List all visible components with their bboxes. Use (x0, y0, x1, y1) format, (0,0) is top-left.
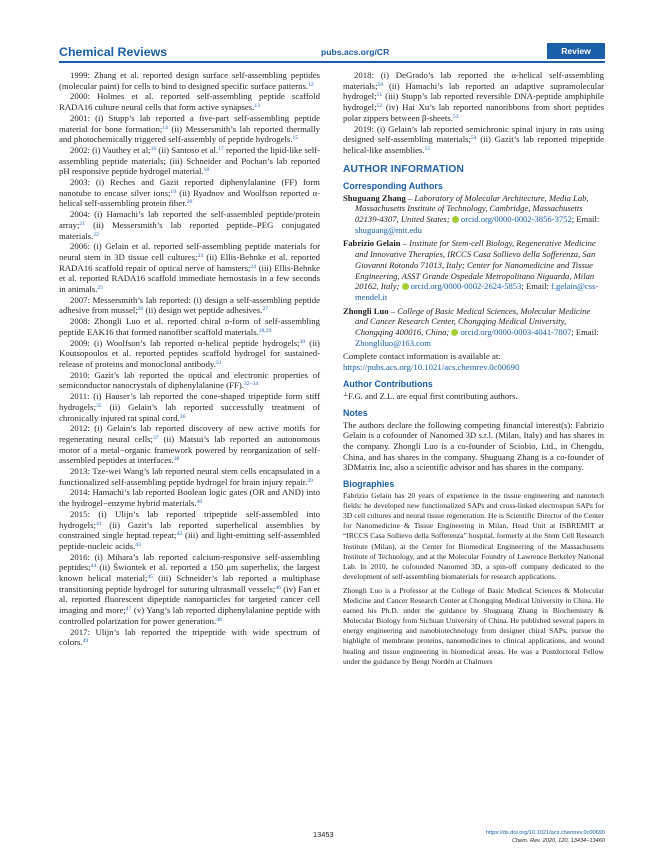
timeline-text: Hamachi’s lab reported Boolean logic gates (OR and AND) into the hydrogel−enzyme hybrid materials. (59, 487, 320, 509)
corresponding-author (343, 305, 604, 349)
timeline-year: 2000: (70, 91, 90, 102)
reference-link[interactable]: 53 (452, 113, 459, 120)
timeline-year: 2019: (354, 123, 374, 134)
reference-link[interactable]: 17 (218, 145, 224, 152)
timeline-text: (iii) Ellis-Behnke et al. reported RADA16 scaffold immediate hemostasis in a few seconds in animals. (59, 262, 320, 295)
reference-link[interactable]: 45 (147, 574, 154, 581)
timeline-year: 2010: (70, 369, 90, 380)
orcid-link[interactable]: orcid.org/0000-0002-3856-3752 (460, 214, 572, 225)
reference-link[interactable]: 20 (186, 199, 193, 206)
reference-link[interactable]: 42 (176, 531, 183, 538)
reference-link[interactable]: 14 (162, 124, 168, 131)
header-rule (59, 61, 605, 63)
reference-link[interactable]: 24 (250, 263, 257, 270)
reference-link[interactable]: 38 (173, 456, 180, 463)
reference-link[interactable]: 48 (216, 616, 222, 623)
timeline-year: 2009: (70, 337, 90, 348)
reference-link[interactable]: 30 (299, 338, 306, 345)
contact-info (343, 351, 604, 372)
reference-link[interactable]: 36 (179, 413, 186, 420)
timeline-entry (59, 338, 320, 370)
timeline-entry (59, 316, 320, 337)
timeline-text: Holmes et al. reported self-assembling peptide scaffold RADA16 culture neural cells that form active synapses. (59, 91, 320, 113)
timeline-entry (59, 627, 320, 648)
footer-citation: Chem. Rev. 2020, 120, 13434−13460 (511, 838, 605, 844)
contact-url-link[interactable]: https://pubs.acs.org/10.1021/acs.chemrev.0c00690 (343, 362, 520, 373)
reference-link[interactable]: 44 (90, 563, 97, 570)
author-list (343, 193, 604, 349)
email-link[interactable]: shuguang@mit.edu (355, 224, 422, 235)
orcid-link[interactable]: orcid.org/0000-0003-4041-7807 (460, 327, 572, 338)
timeline-entry (59, 91, 320, 112)
author-information-heading: AUTHOR INFORMATION (343, 163, 465, 175)
timeline-year: 2002: (70, 144, 90, 155)
author-separator: – (400, 238, 410, 249)
corresponding-author (343, 192, 604, 236)
page-number: 13453 (313, 830, 334, 839)
timeline-text: Ulijn’s lab reported the tripeptide with wide spectrum of colors. (59, 626, 320, 648)
reference-link[interactable]: 16 (150, 145, 157, 152)
email-label: ; Email: (571, 327, 599, 338)
orcid-icon (451, 329, 458, 336)
email-link[interactable]: f.gelain@css-mendel.it (355, 281, 599, 302)
journal-url[interactable]: pubs.acs.org/CR (321, 47, 390, 57)
timeline-text: (i) Hamachi’s lab reported the self-assembled peptide/protein array; (59, 209, 320, 230)
reference-link[interactable]: 18 (203, 167, 210, 174)
article-type-badge: Review (547, 43, 605, 59)
reference-link[interactable]: 23 (197, 252, 204, 259)
timeline-year: 2017: (70, 626, 90, 637)
timeline-year: 1999: (70, 70, 90, 80)
notes-heading: Notes (343, 407, 368, 418)
timeline-entry (59, 113, 320, 145)
timeline-text: Messersmith’s lab reported: (i) design a self-assembling peptide adhesive from mussel; (59, 294, 320, 316)
timeline-text: Zhang et al. reported design surface self-assembling peptides (molecular paint) for cells to bind to designed specific surface patterns. (59, 70, 320, 91)
reference-link[interactable]: 37 (152, 434, 159, 441)
timeline-entry (59, 177, 320, 209)
timeline-year: 2012: (70, 423, 90, 434)
reference-link[interactable]: 35 (95, 402, 102, 409)
reference-link[interactable]: 52 (376, 103, 383, 110)
timeline-entry (59, 209, 320, 241)
corresponding-author (343, 238, 604, 302)
journal-title[interactable]: Chemical Reviews (59, 45, 168, 59)
timeline-text: (i) Ulijn’s lab reported tripeptide self-assembled into hydrogels; (59, 508, 320, 530)
contributions-body: F.G. and Z.L. are equal first contributing authors. (348, 390, 518, 401)
reference-link[interactable]: 15 (292, 135, 299, 142)
timeline-text: (ii) Hamachi’s lab reported an adaptive supramolecular hydrogel; (343, 80, 604, 102)
timeline-text: (v) Yang’s lab reported diphenylalanine peptide with controlled polarization for power generation. (59, 605, 320, 626)
orcid-icon (452, 216, 459, 223)
email-link[interactable]: Zhongliluo@163.com (355, 337, 431, 348)
contact-text: Complete contact information is available at: (343, 351, 501, 362)
timeline-entry (59, 295, 320, 316)
timeline-year: 2004: (70, 209, 90, 220)
footer-doi-link[interactable]: https://dx.doi.org/10.1021/acs.chemrev.0c00690 (486, 830, 605, 836)
timeline-entry (59, 509, 320, 552)
timeline-entry (59, 466, 320, 487)
timeline-text: (ii) design wet peptide adhesives. (143, 305, 263, 316)
reference-link[interactable]: 43 (135, 541, 141, 548)
reference-link[interactable]: 21 (79, 220, 85, 227)
timeline-text: (ii) Messersmith’s lab reported peptide–PEG conjugated materials. (59, 219, 320, 241)
author-separator: – (388, 305, 398, 316)
reference-link[interactable]: 40 (196, 499, 203, 506)
left-column (59, 70, 320, 648)
timeline-list (59, 70, 320, 648)
timeline-text: (ii) Koutsopoulos et al. reported peptides scaffold hydrogel for sustained-release of proteins and monoclonal antibody. (59, 337, 320, 369)
orcid-link[interactable]: orcid.org/0000-0002-2624-5853 (410, 281, 522, 292)
reference-link[interactable]: 54 (470, 135, 477, 142)
orcid-icon (402, 283, 409, 290)
timeline-text: (ii) Messersmith’s lab reported thermally and photochemically triggered self-assembly of peptide hydrogels. (59, 123, 321, 145)
timeline-text: (ii) Gelain’s lab reported successfully treatment of chronically injured rat spinal cord. (59, 401, 320, 423)
author-separator: – (405, 192, 415, 203)
reference-link[interactable]: 22 (93, 231, 99, 238)
timeline-entry (59, 552, 320, 627)
timeline-year: 2014: (70, 487, 90, 498)
email-label: ; Email: (571, 214, 600, 225)
reference-link[interactable]: 50 (377, 81, 384, 88)
timeline-entry (59, 423, 320, 466)
timeline-text: reported the lipid-like self-assembling peptide materials; (iii) Schneider and Pochan’s lab reported pH responsive peptide hydrogel material. (59, 144, 320, 177)
timeline-text: (iii) Schneider’s lab reported a multiphase transitioning peptide hydrogel for suturing ultrasmall vessels; (59, 573, 321, 594)
timeline-year: 2013: (70, 466, 90, 477)
reference-link[interactable]: 47 (125, 606, 132, 613)
timeline-text: Tze-wei Wang’s lab reported neural stem cells encapsulated in a functionalized self-assembling peptide hydrogel for brain injury repair. (59, 466, 320, 487)
reference-link[interactable]: 39 (307, 477, 313, 484)
timeline-entry (59, 241, 320, 295)
reference-link[interactable]: 51 (376, 92, 383, 99)
notes-text: The authors declare the following competing financial interest(s): Fabrizio Gelain is a cofounder of Nanomed 3D s.r.l. (Milan, Italy) and has shares in the company. Zhongli Luo is a co-founder of Sciobio, Ltd., in Chengdu, China, and has shares in the company. Shuguang Zhang is a co-founder of 3DMatrix Inc, also a scientific advisor and has shares in the company. (343, 419, 604, 473)
author-contributions-heading: Author Contributions (343, 378, 433, 389)
timeline-entry (343, 124, 604, 156)
biography-gelain: Fabrizio Gelain has 20 years of experience in the tissue engineering and nanotech fields: he developed new functionalized SAPs and cross-linked electrospun SAPs for 3D cell cultures and neural tissue regeneration. He is Scientific Director of the Center for Nanomedicine & Tissue Engineering in Milan, Head Unit at ISBREMIT at “IRCCS Casa Sollievo della Sofferenza” hospital, formerly at the Stem Cell Research Institute (Milan), at the Center for Biomedical Engineering of the Massachusetts Institute of Technology, and at the Molecular Foundry of Lawrence Berkeley National Lab. In 2010, he cofounded Nanomed 3D, a spin-off company dedicated to the development of self-assembling biomaterials for research applications. (343, 491, 604, 581)
timeline-text: (iv) Hai Xu’s lab reported nanoribbons from short peptides polar zippers between β-sheets. (343, 102, 604, 123)
timeline-text: Zhongli Luo et al. reported chiral ᴅ-form of self-assembling peptide EAK16 that formed nanofiber scaffold materials. (59, 316, 320, 337)
right-column (343, 70, 604, 671)
reference-link[interactable]: 49 (82, 638, 89, 645)
timeline-year: 2008: (70, 316, 90, 327)
timeline-year: 2016: (70, 551, 90, 562)
timeline-text: (i) Stupp’s lab reported a five-part self-assembling peptide material for bone formation; (59, 112, 320, 134)
timeline-entry (59, 70, 320, 91)
timeline-text: (i) Hauser’s lab reported the cone-shaped tripeptide form stiff hydrogels; (59, 391, 320, 412)
timeline-text: (i) Mihara’s lab reported calcium-responsive self-assembling peptides; (59, 551, 320, 573)
timeline-text: (iii) Stupp’s lab reported reversible DNA-peptide amphiphile hydrogel; (343, 91, 604, 113)
reference-link[interactable]: 12 (308, 81, 314, 88)
reference-link[interactable]: 19 (170, 188, 176, 195)
timeline-text: (i) Gelain et al. reported self-assembling peptide materials for neural stem in 3D tissue cell cultures; (59, 241, 320, 262)
author-affiliation: College of Basic Medical Sciences, Molecular Medicine and Cancer Research Center, Chongqing Medical University, Chongqing 400016, China; (355, 305, 591, 338)
author-name: Zhongli Luo (343, 305, 389, 316)
timeline-year: 2011: (70, 391, 90, 402)
timeline-text: (ii) Matsui’s lab reported an autonomous motor of a metal−organic framework powered by reorganization of self-assembled peptides at interfaces. (59, 433, 320, 466)
timeline-text: (ii) Gazit’s lab reported superhelical assemblies by constrained single heptad repeat; (59, 519, 320, 541)
reference-link[interactable]: 32−34 (243, 381, 259, 388)
timeline-entry (59, 145, 320, 177)
page-footer (59, 830, 605, 850)
timeline-text: (ii) Ryadnov and Woolfson reported α-helical self-assembling protein fiber. (59, 187, 320, 209)
author-name: Fabrizio Gelain (343, 238, 401, 249)
timeline-year: 2003: (70, 177, 90, 188)
timeline-year: 2015: (70, 508, 90, 519)
timeline-entry (59, 370, 320, 391)
reference-link[interactable]: 27 (262, 306, 268, 313)
timeline-year: 2001: (70, 112, 90, 123)
corresponding-authors-heading: Corresponding Authors (343, 180, 443, 191)
contribution-mark: ⊥ (343, 391, 349, 398)
timeline-entry (59, 391, 320, 423)
biographies-heading: Biographies (343, 479, 395, 490)
timeline-text: (iii) and light-emitting self-assembled peptide-nucleic acids. (59, 530, 321, 551)
timeline-year: 2006: (70, 241, 90, 252)
timeline-year: 2018: (354, 70, 374, 80)
reference-link[interactable]: 28,29 (258, 327, 272, 334)
biography-luo: Zhongli Luo is a Professor at the College of Basic Medical Sciences & Molecular Medicine and Cancer Research Center at Chongqing Medical University in China. He earned his Ph.D. under the guidance by Shuguang Zhang in Biochemistry & Molecular Biology from Sichuan University of China. He published several papers in energy engineering and nanobiotechnology from designer chiral SAPs, pursue the highlight of membrane proteins, nanomedicines to clinical applications, and wound healing and tissue engineering in biomedical areas. He was a Postdoctoral Fellow under the guidance by Bengt Nordén at Chalmers (343, 585, 604, 666)
timeline-text: (ii) Santoso et al. (156, 144, 219, 155)
timeline-text: (i) Gelain’s lab reported discovery of new active motifs for regenerating neural cells; (59, 423, 320, 444)
reference-link[interactable]: 55 (424, 145, 431, 152)
reference-link[interactable]: 26 (137, 306, 144, 313)
reference-link[interactable]: 31 (215, 359, 222, 366)
timeline-text: (iv) Fan et al. reported fluorescent dipeptide nanoparticles for targeted cancer cell imaging and more; (59, 583, 320, 616)
author-affiliation: Institute for Stem-cell Biology, Regenerative Medicine and Innovative Therapies, IRCCS Casa Sollievo della Sofferenza, San Giovanni Rotondo 71013, Italy; Center for Nanomedicine and Tissue Engineering, ASST Grande Ospedale Metropolitano Niguarda, Milan 20162, Italy; (355, 238, 596, 292)
timeline-entry (59, 487, 320, 508)
author-contributions-text (343, 391, 604, 402)
email-label: ; Email: (521, 281, 552, 292)
timeline-list-continued (343, 70, 604, 156)
timeline-text: (i) DeGrado’s lab reported the α-helical self-assembling materials; (343, 70, 604, 91)
reference-link[interactable]: 46 (275, 584, 281, 591)
timeline-text: Gazit’s lab reported the optical and electronic properties of semiconductor nanocrystals of diphenylalanine (FF). (59, 369, 320, 391)
reference-link[interactable]: 41 (95, 520, 102, 527)
timeline-text: (i) Vauthey et al; (89, 144, 151, 155)
timeline-text: (ii) Ellis-Behnke et al. reported RADA16 scaffold repair of optical nerve of hamsters; (59, 251, 321, 273)
timeline-text: (ii) Świontek et al. reported a 150 μm superhelix, the largest known helical material; (59, 562, 320, 584)
timeline-text: (i) Gelain’s lab reported semichronic spinal injury in rats using designed self-assembling materials; (343, 123, 604, 145)
timeline-entry (343, 70, 604, 124)
timeline-year: 2007: (70, 294, 90, 305)
author-name: Shuguang Zhang (343, 192, 406, 203)
timeline-text: (ii) Gazit’s lab reported tripeptide helical-like assemblies. (343, 134, 604, 155)
timeline-text: (i) Reches and Gazit reported diphenylalanine (FF) form nanotube to encase silver ions; (59, 177, 320, 198)
author-affiliation: Laboratory of Molecular Architecture, Media Lab, Massachusetts Institute of Technology, Cambridge, Massachusetts 02139-4307, United States; (355, 192, 589, 225)
reference-link[interactable]: 13 (254, 103, 260, 110)
reference-link[interactable]: 25 (97, 285, 103, 292)
timeline-text: (i) Woolfson’s lab reported α-helical peptide hydrogels; (89, 337, 300, 348)
